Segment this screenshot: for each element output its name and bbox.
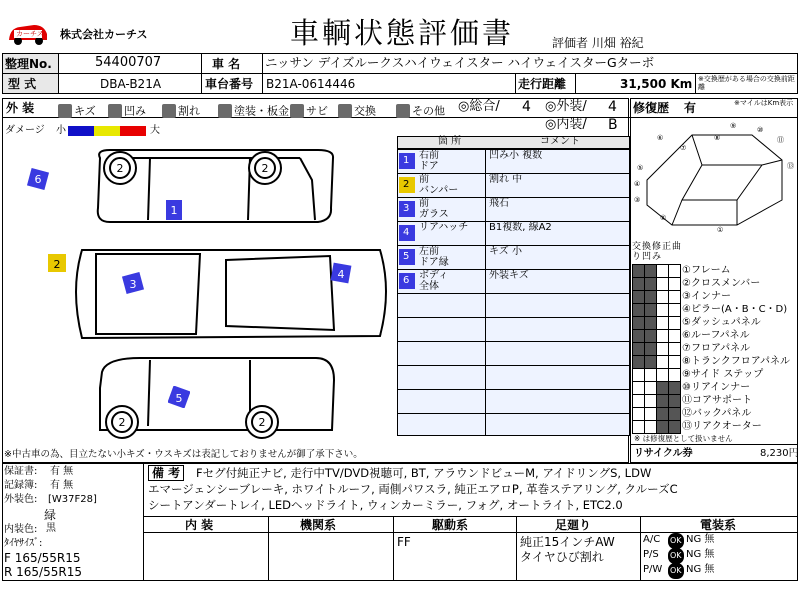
comment-part: ボディ <box>419 270 449 281</box>
damage-marker-3 <box>122 272 144 294</box>
dent-icon <box>108 104 122 118</box>
legend-label: 交換 <box>354 104 376 118</box>
comment-part: リアハッチ <box>419 222 469 233</box>
comment-row-empty <box>397 293 630 318</box>
legend-item <box>290 100 328 119</box>
svg-text:2: 2 <box>53 258 61 271</box>
repair-item: ⑤ダッシュパネル <box>682 317 761 328</box>
comment-head-comment: コメント <box>540 136 580 147</box>
ext-value: 4 <box>608 99 617 115</box>
damage-marker-6 <box>27 168 49 190</box>
wheel-label: 2 <box>261 162 269 175</box>
check-head: 交換修正曲り凹み <box>632 242 683 262</box>
svg-text:⑪: ⑪ <box>777 136 784 144</box>
legend-label: サビ <box>306 104 328 118</box>
warranty-value: 有 無 <box>50 466 74 477</box>
wheel-label: 2 <box>118 416 126 429</box>
replace-icon <box>338 104 352 118</box>
damage-label: ダメージ <box>5 125 45 136</box>
comment-no: 2 <box>403 179 410 190</box>
record-value: 有 無 <box>50 480 74 491</box>
repair-item: ③インナー <box>682 291 731 302</box>
repair-check-box <box>668 355 681 369</box>
comment-text: B1複数, 線A2 <box>489 222 552 233</box>
exterior-label: 外 装 <box>6 101 35 115</box>
comment-no: 4 <box>403 227 410 238</box>
damage-scale <box>68 126 146 136</box>
comment-row-empty <box>397 389 630 414</box>
chassis-no: B21A-0614446 <box>266 77 356 91</box>
suspension-2: タイヤひび割れ <box>520 550 604 564</box>
color-code: [W37F28] <box>48 494 97 505</box>
svg-text:1: 1 <box>170 204 178 217</box>
legend-label: キズ <box>74 104 96 118</box>
tire-front: F 165/55R15 <box>4 551 81 565</box>
scratch-icon <box>58 104 72 118</box>
comment-part-sub: ガラス <box>419 209 449 220</box>
car-name: ニッサン デイズルークスハイウェイスター ハイウェイスターGターボ <box>265 55 655 70</box>
svg-text:④: ④ <box>634 180 641 188</box>
repair-check-box <box>668 368 681 382</box>
comment-row-empty <box>397 341 630 366</box>
svg-text:5: 5 <box>175 392 183 405</box>
svg-text:4: 4 <box>337 268 345 281</box>
comment-part: 前 <box>419 198 429 209</box>
legend-item <box>108 100 146 119</box>
company-logo <box>6 20 50 46</box>
comment-row-empty <box>397 413 630 436</box>
repair-item: ⑦フロアパネル <box>682 343 751 354</box>
col-electrical: 電装系 <box>700 518 737 532</box>
mileage-label: 走行距離 <box>518 77 567 91</box>
damage-large: 大 <box>150 125 160 136</box>
comment-head-part: 箇 所 <box>438 136 462 147</box>
elec-ng: NG 無 <box>686 564 715 575</box>
legend-item <box>162 100 200 119</box>
repair-check-box <box>668 303 681 317</box>
comment-part-sub: ドア <box>419 161 439 172</box>
comment-part-sub: バンパー <box>419 185 459 196</box>
damage-marker-5 <box>168 386 190 408</box>
col-drive: 駆動系 <box>432 518 469 532</box>
comment-part-sub: ドア縁 <box>419 257 449 268</box>
repair-item: ④ピラー(A・B・C・D) <box>682 304 788 315</box>
damage-marker-4 <box>330 262 352 284</box>
rust-icon <box>290 104 304 118</box>
comment-text: 割れ 中 <box>489 174 523 185</box>
comment-part-sub: 全体 <box>419 281 439 292</box>
crack-icon <box>162 104 176 118</box>
elec-ng: NG 無 <box>686 534 715 545</box>
total-value: 4 <box>522 99 531 115</box>
suspension-1: 純正15インチAW <box>520 535 615 549</box>
recycle-label: リサイクル券 <box>634 448 693 459</box>
col-engine: 機関系 <box>300 518 337 532</box>
car-diagram <box>0 140 400 445</box>
repair-item: ⑨サイド ステップ <box>682 369 764 380</box>
elec-label: P/S <box>643 549 659 560</box>
repair-check-box <box>668 381 681 395</box>
svg-text:⑧: ⑧ <box>714 134 721 142</box>
seiri-no: 54400707 <box>95 55 162 70</box>
svg-text:⑩: ⑩ <box>757 126 764 134</box>
col-suspension: 足廻り <box>555 518 592 532</box>
repair-check-box <box>668 290 681 304</box>
recycle-value: 8,230円 <box>760 448 799 459</box>
repair-item: ①フレーム <box>682 265 731 276</box>
comment-part: 左前 <box>419 246 439 257</box>
repair-check-box <box>668 277 681 291</box>
comment-no: 5 <box>403 251 410 262</box>
svg-text:6: 6 <box>34 173 42 186</box>
comment-part: 前 <box>419 174 429 185</box>
other-icon <box>396 104 410 118</box>
comment-row-empty <box>397 365 630 390</box>
record-label: 記録簿: <box>4 480 38 491</box>
comment-text: 外装キズ <box>489 270 529 281</box>
repair-note: ※マイルはKm表示 <box>734 99 794 107</box>
color-label: 外装色: <box>4 494 38 505</box>
comment-no: 6 <box>403 275 410 286</box>
legend-label: 塗装・板金 <box>234 104 289 118</box>
katashiki-label: 型 式 <box>8 77 37 91</box>
page-title: 車輌状態評価書 <box>290 16 515 50</box>
remarks-line-3: シートアンダートレイ, LEDヘッドライト, ウィンカーミラー, フォグ, オートライト, ETC2.0 <box>148 498 623 512</box>
remarks-line-1: Fセグ付純正ナビ, 走行中TV/DVD視聴可, BT, アラウンドビューM, アイドリングS, LDW <box>196 466 652 480</box>
elec-label: P/W <box>643 564 663 575</box>
repair-item: ⑬リアクオーター <box>682 421 762 432</box>
int-label: ◎内装/ <box>545 117 587 132</box>
elec-label: A/C <box>643 534 661 545</box>
exterior-note: ※中古車の為、目立たない小キズ・ウスキズは表記しておりませんが御了承下さい。 <box>4 449 363 460</box>
comment-text: 飛石 <box>489 198 509 209</box>
svg-text:3: 3 <box>129 278 137 291</box>
damage-marker-1 <box>163 198 185 222</box>
repair-check-box <box>668 394 681 408</box>
seiri-label: 整理No. <box>5 57 52 71</box>
company-name: 株式会社カーチス <box>60 28 148 41</box>
mileage-note: ※交換歴がある場合の交換前距離 <box>698 75 795 91</box>
damage-marker-2 <box>46 252 68 274</box>
repair-item: ⑥ルーフパネル <box>682 330 750 341</box>
drive-value: FF <box>397 535 411 549</box>
color-name: 緑 <box>44 508 57 522</box>
repair-check-box <box>668 264 681 278</box>
repair-check-box <box>668 420 681 434</box>
elec-ok-badge: OK <box>668 563 684 579</box>
legend-label: 凹み <box>124 104 146 118</box>
comment-part: 右前 <box>419 150 439 161</box>
chassis-label: 車台番号 <box>205 77 254 91</box>
repair-note2: ※ は修復歴として扱いません <box>634 434 733 443</box>
paint-icon <box>218 104 232 118</box>
repair-item: ⑫バックパネル <box>682 408 752 419</box>
svg-text:⑤: ⑤ <box>637 164 644 172</box>
repair-check-box <box>668 329 681 343</box>
mileage: 31,500 Km <box>620 77 693 91</box>
svg-text:⑬: ⑬ <box>787 162 794 170</box>
frame-diagram <box>632 120 797 238</box>
evaluator: 評価者 川畑 裕紀 <box>552 36 644 50</box>
repair-item: ⑧トランクフロアパネル <box>682 356 790 367</box>
repair-value: 有 <box>684 101 697 115</box>
svg-text:①: ① <box>717 226 724 234</box>
svg-text:⑥: ⑥ <box>657 134 664 142</box>
shamei-label: 車 名 <box>212 57 241 71</box>
damage-small: 小 <box>56 125 66 136</box>
remarks-line-2: エマージェンシーブレーキ, ホワイトルーフ, 両側パワスラ, 純正エアロP, 革巻ステアリング, クルーズC <box>148 482 678 496</box>
warranty-label: 保証書: <box>4 466 38 477</box>
tire-rear: R 165/55R15 <box>4 565 82 579</box>
wheel-label: 2 <box>258 416 266 429</box>
repair-check-box <box>668 316 681 330</box>
comment-text: 凹み小 複数 <box>489 150 543 161</box>
legend-label: その他 <box>412 104 445 118</box>
legend-item <box>338 100 376 119</box>
repair-check-box <box>668 342 681 356</box>
legend-item <box>218 100 289 119</box>
repair-item: ⑩リアインナー <box>682 382 751 393</box>
wheel-label: 2 <box>116 162 124 175</box>
total-label: ◎総合/ <box>458 99 500 114</box>
svg-text:②: ② <box>660 214 667 222</box>
int-value: B <box>608 117 618 133</box>
interior-color: 黒 <box>46 523 56 534</box>
legend-item <box>396 100 445 119</box>
katashiki: DBA-B21A <box>100 77 162 91</box>
repair-item: ⑪コアサポート <box>682 395 752 406</box>
tire-label: ﾀｲﾔｻｲｽﾞ: <box>4 538 43 549</box>
repair-check-box <box>668 407 681 421</box>
svg-text:③: ③ <box>634 196 641 204</box>
repair-item: ②クロスメンバー <box>682 278 761 289</box>
comment-text: キズ 小 <box>489 246 522 257</box>
remarks-label: 備 考 <box>148 465 184 481</box>
col-interior: 内 装 <box>185 518 214 532</box>
svg-text:⑦: ⑦ <box>680 144 687 152</box>
comment-no: 1 <box>403 155 410 166</box>
svg-text:⑨: ⑨ <box>730 122 737 130</box>
elec-ok-badge: OK <box>668 548 684 564</box>
comment-no: 3 <box>403 203 410 214</box>
elec-ok-badge: OK <box>668 533 684 549</box>
logo-text: カーチス <box>16 30 44 38</box>
interior-label: 内装色: <box>4 524 38 535</box>
legend-label: 割れ <box>178 104 200 118</box>
legend-item <box>58 100 96 119</box>
repair-label: 修復歴 <box>633 101 670 115</box>
elec-ng: NG 無 <box>686 549 715 560</box>
comment-row-empty <box>397 317 630 342</box>
ext-label: ◎外装/ <box>545 99 587 114</box>
